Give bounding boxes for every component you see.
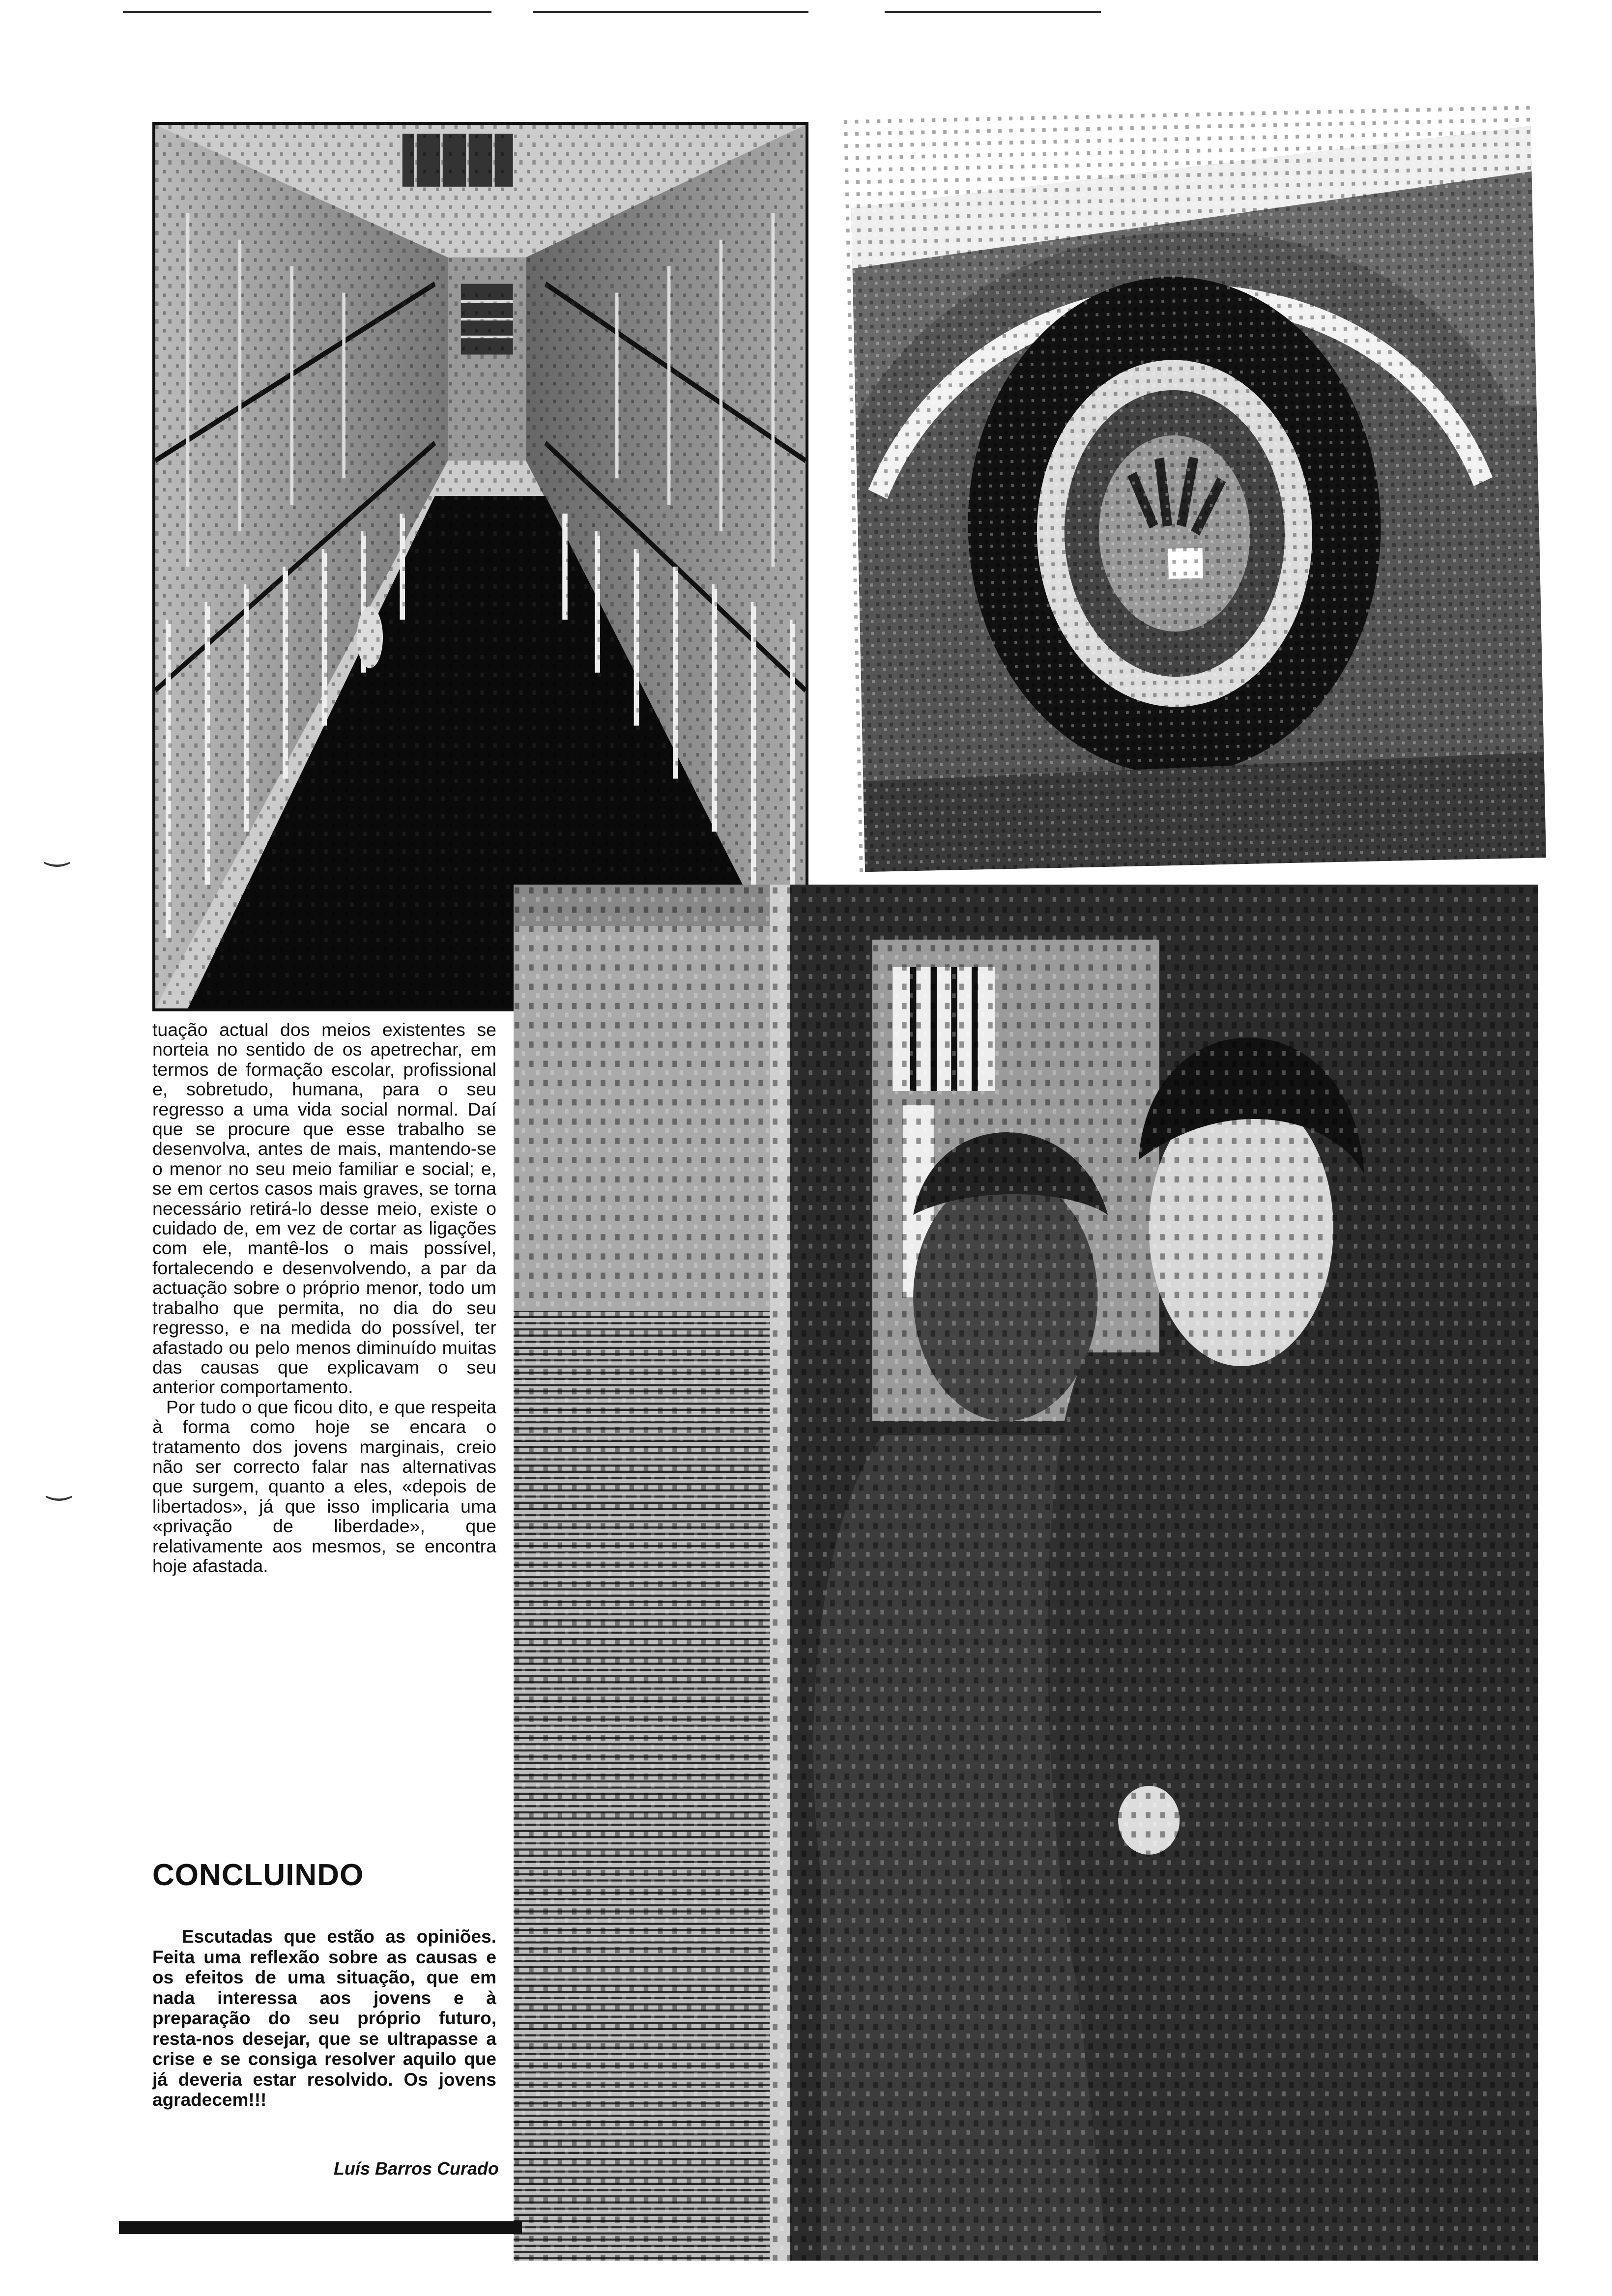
margin-mark-lower: ‿: [47, 1467, 71, 1500]
margin-mark-upper: ‿: [45, 833, 69, 866]
top-rule-left: [123, 11, 491, 13]
men-at-cell-door-image: [514, 885, 1538, 2261]
author-byline: Luís Barros Curado: [333, 2158, 499, 2179]
article-body: [152, 1020, 496, 1576]
vehicle-wheel-photo: [842, 104, 1546, 872]
section-heading: CONCLUINDO: [152, 1858, 364, 1892]
prison-corridor-photo: [152, 122, 808, 1011]
top-rule-middle: [533, 11, 808, 13]
men-at-cell-door-photo: [514, 885, 1538, 2261]
bottom-rule: [119, 2221, 522, 2234]
article-paragraph: tuação actual dos meios existentes se norteia no sentido de os apetrechar, em termos de formação escolar, profissional e, sobretudo, humana, para o seu regresso a uma vida social normal. Daí que se procure que esse trabalho se desenvolva, antes de mais, mantendo-se o menor no seu meio familiar e social; e, se em certos casos mais graves, se torna necessário retirá-lo desse meio, existe o cuidado de, em vez de cortar as ligações com ele, mantê-los o mais possível, fortalecendo e desenvolvendo, a par da actuação sobre o próprio menor, todo um trabalho que permita, no dia do seu regresso, e na medida do possível, ter afastado ou pelo menos diminuído muitas das causas que explicavam o seu anterior comportamento.: [152, 1019, 496, 1398]
article-paragraph: Por tudo o que ficou dito, e que respeita à forma como hoje se encara o tratamento dos jovens marginais, creio não ser correcto falar nas alternativas que surgem, quanto a eles, «depois de libertados», já que isso implicaria uma «privação de liberdade», que relativamente aos mesmos, se encontra hoje afastada.: [152, 1396, 496, 1576]
prison-corridor-image: [155, 125, 806, 1008]
conclusion-paragraph: Escutadas que estão as opiniões. Feita uma reflexão sobre as causas e os efeitos de uma situação, que em nada interessa aos jovens e à preparação do seu próprio futuro, resta-nos desejar, que se ultrapasse a crise e se consiga resolver aquilo que já deveria estar resolvido. Os jovens agradecem!!!: [152, 1926, 496, 2110]
top-rule-right: [885, 11, 1101, 13]
vehicle-wheel-image: [842, 104, 1546, 872]
